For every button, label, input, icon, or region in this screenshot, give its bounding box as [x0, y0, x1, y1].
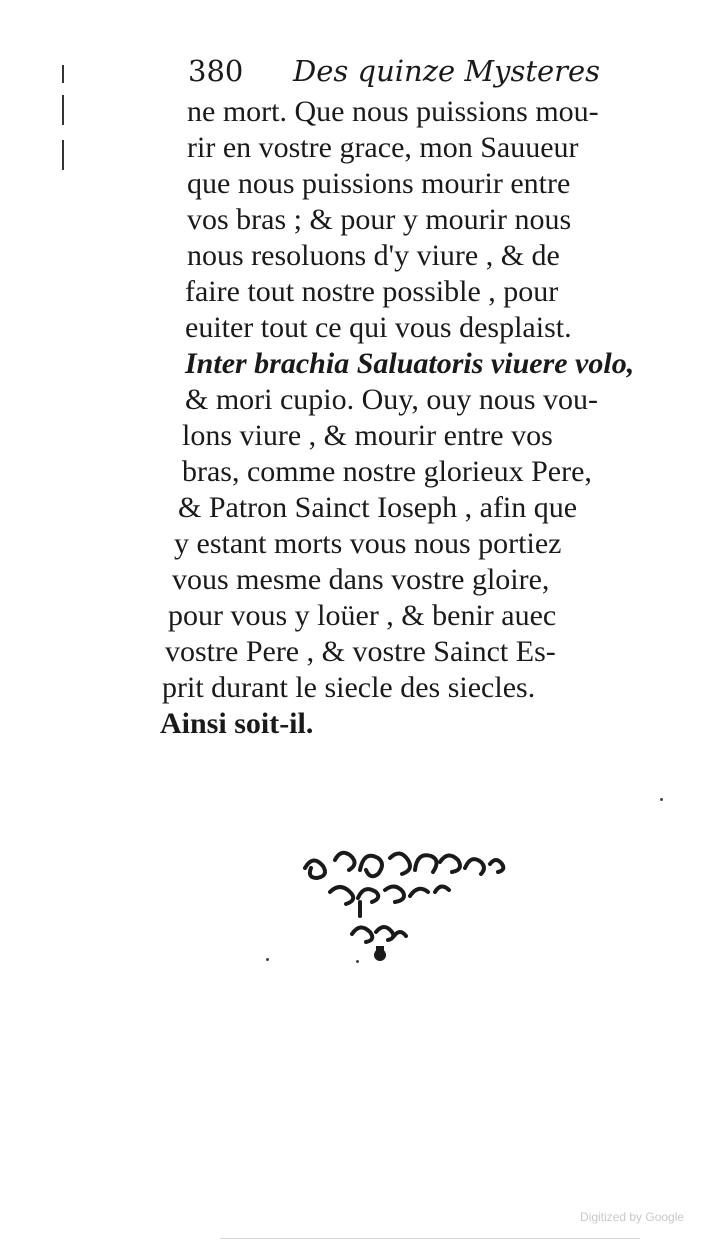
text-line: bras, comme nostre glorieux Pere, [182, 455, 592, 488]
text-line: & Patron Sainct Ioseph , afin que [178, 491, 578, 524]
digitization-watermark: Digitized by Google [580, 1210, 685, 1224]
text-line: vos bras ; & pour y mourir nous [187, 203, 572, 236]
page-header [188, 54, 628, 94]
fleuron-ornament-icon [290, 840, 530, 970]
text-line: vostre Pere , & vostre Sainct Es- [165, 635, 556, 668]
text-line: rir en vostre grace, mon Sauueur [187, 131, 579, 164]
text-line: que nous puissions mourir entre [187, 167, 571, 200]
text-line: pour vous y loüer , & benir auec [168, 599, 557, 632]
ink-speck [266, 958, 269, 961]
text-line: lons viure , & mourir entre vos [182, 419, 553, 452]
ink-speck [356, 960, 359, 963]
text-line: nous resoluons d'y viure , & de [187, 239, 560, 272]
text-line: y estant morts vous nous portiez [174, 527, 562, 560]
text-line: & mori cupio. Ouy, ouy nous vou- [185, 383, 599, 416]
text-line: prit durant le siecle des siecles. [162, 671, 536, 704]
latin-quote-line: Inter brachia Saluatoris viuere volo, [185, 347, 635, 380]
text-line: faire tout nostre possible , pour [185, 275, 559, 308]
text-line: ne mort. Que nous puissions mou- [187, 95, 599, 128]
running-title: Des quinze Mysteres [293, 54, 601, 88]
text-line: euiter tout ce qui vous desplaist. [185, 311, 572, 344]
page-edge-marks [62, 65, 68, 175]
page-number: 380 [188, 54, 244, 88]
closing-line: Ainsi soit-il. [160, 707, 314, 740]
ink-speck [660, 798, 663, 801]
text-line: vous mesme dans vostre gloire, [172, 563, 550, 596]
bottom-rule [220, 1238, 640, 1239]
